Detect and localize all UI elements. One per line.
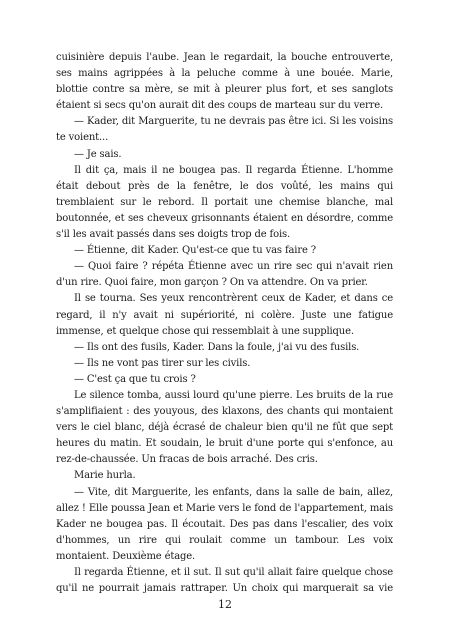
paragraph: — Ils ont des fusils, Kader. Dans la foule, j'ai vu des fusils. <box>74 341 360 353</box>
paragraph: Il dit ça, mais il ne bougea pas. Il regarda Étienne. L'homme était debout près de la fenêtre, le dos voûté, les mains qui tremblaient sur le rebord. Il portait une chemise blanche, mal boutonnée, et ses cheveux grisonnants étaient en désordre, comme s'il les avait passés dans ses doigts trop de fois. <box>56 164 393 241</box>
paragraph: cuisinière depuis l'aube. Jean le regardait, la bouche entrouverte, ses mains agrippées à la peluche comme à une bouée. Marie, blottie contre sa mère, se mit à pleurer plus fort, et ses sanglots étaient si secs qu'on aurait dit des coups de marteau sur du verre. <box>56 52 393 112</box>
paragraph: — Étienne, dit Kader. Qu'est-ce que tu vas faire ? <box>74 245 316 257</box>
paragraph: Il se tourna. Ses yeux rencontrèrent ceux de Kader, et dans ce regard, il n'y avait ni supériorité, ni colère. Juste une fatigue immense, et quelque chose qui ressemblait à une supplique. <box>56 293 393 337</box>
page-number: 12 <box>218 598 232 611</box>
paragraph: — C'est ça que tu crois ? <box>74 373 196 385</box>
paragraph: — Quoi faire ? répéta Étienne avec un rire sec qui n'avait rien d'un rire. Quoi faire, mon garçon ? On va attendre. On va prier. <box>56 261 393 289</box>
paragraph: — Je sais. <box>74 148 122 160</box>
paragraph: Il regarda Étienne, et il sut. Il sut qu'il allait faire quelque chose qu'il ne pourrait jamais rattraper. Un choix qui marquerait sa vie <box>56 567 393 595</box>
paragraph: — Kader, dit Marguerite, tu ne devrais pas être ici. Si les voisins te voient... <box>56 116 393 144</box>
page-body <box>56 50 393 598</box>
paragraph: Le silence tomba, aussi lourd qu'une pierre. Les bruits de la rue s'amplifiaient : des youyous, des klaxons, des chants qui montaient vers le ciel blanc, déjà écrasé de chaleur bien qu'il ne fût que sept heures du matin. Et soudain, le bruit d'une porte qui s'enfonce, au rez-de-chaussée. Un fracas de bois arraché. Des cris. <box>56 389 393 466</box>
paragraph: Marie hurla. <box>74 470 136 482</box>
paragraph: — Vite, dit Marguerite, les enfants, dans la salle de bain, allez, allez ! Elle poussa Jean et Marie vers le fond de l'appartement, mais Kader ne bougea pas. Il écoutait. Des pas dans l'escalier, des voix d'hommes, un rire qui roulait comme un tambour. Les voix montaient. Deuxième étage. <box>56 486 393 562</box>
paragraph: — Ils ne vont pas tirer sur les civils. <box>74 357 251 369</box>
